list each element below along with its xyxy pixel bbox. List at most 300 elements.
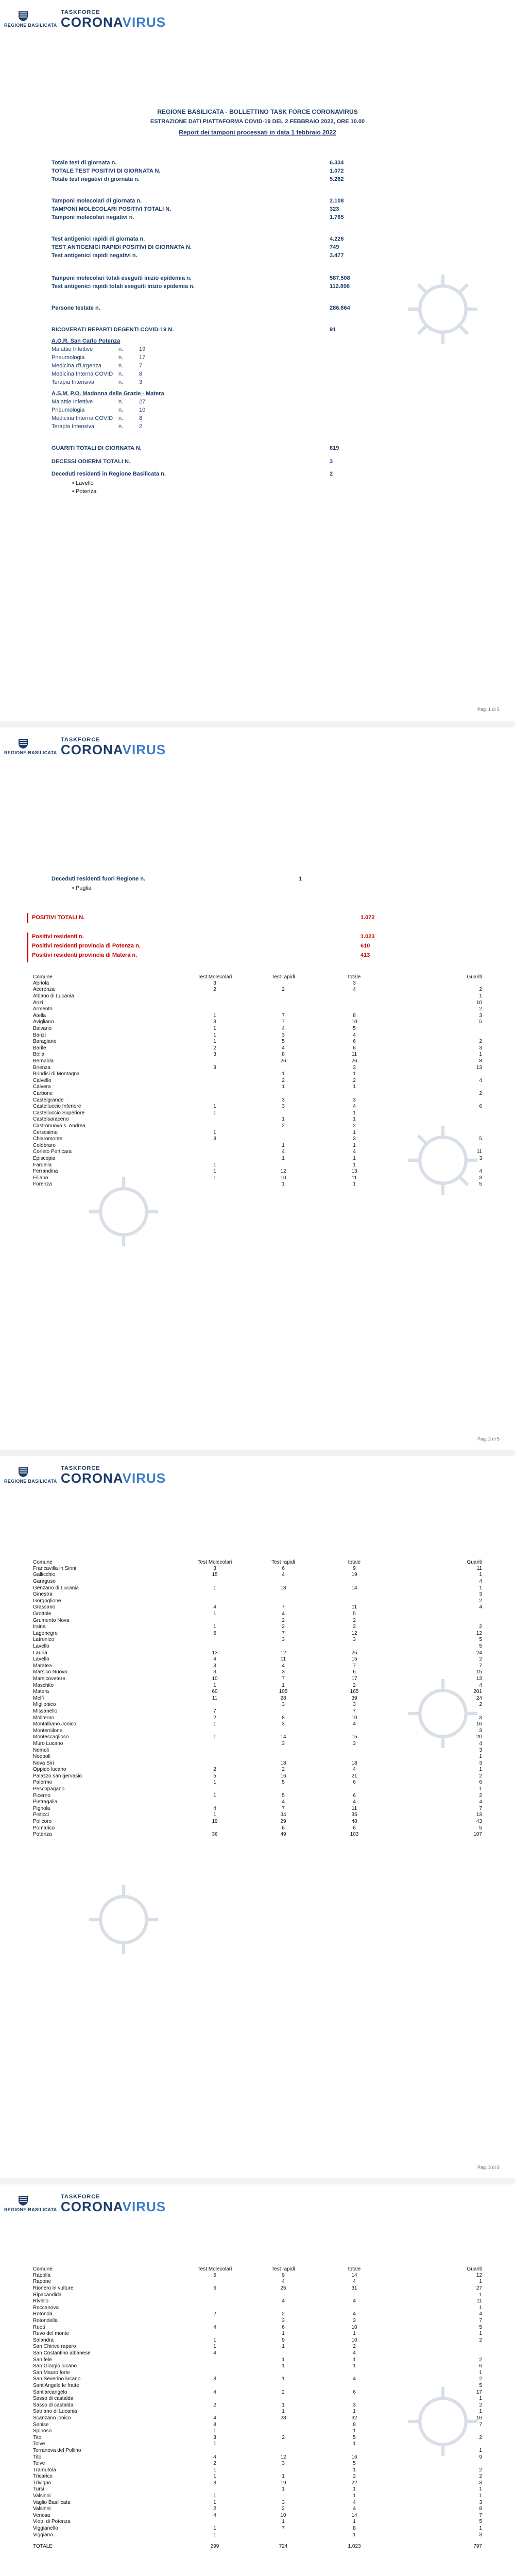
table-row	[31, 2350, 484, 2357]
cell-guariti: 1	[479, 2292, 482, 2298]
cell-rapidi: 4	[282, 1045, 285, 1051]
cell-totale	[316, 1598, 392, 1605]
table-row	[31, 1123, 484, 1130]
cell-molecolari: 4	[213, 2350, 216, 2357]
decessi-reg-value: 2	[330, 471, 333, 477]
table-row	[31, 2331, 484, 2337]
table-row	[31, 1727, 484, 1734]
cell-comune: Scanzano jonico	[33, 2415, 71, 2421]
cell-comune: Spinoso	[33, 2428, 52, 2434]
cell-rapidi: 1	[282, 2486, 285, 2493]
cell-guariti: 17	[476, 2389, 482, 2395]
table-row	[31, 1643, 484, 1650]
cell-rapidi: 8	[282, 1715, 285, 1721]
cell-rapidi: 1	[282, 1084, 285, 1090]
cell-totale: 4	[353, 2311, 356, 2317]
total-totale: 1.023	[348, 2544, 361, 2550]
cell-guariti: 1	[479, 2396, 482, 2402]
cell-totale: 1	[353, 2467, 356, 2473]
table-row	[31, 1579, 484, 1585]
table-row	[31, 1708, 484, 1715]
cell-guariti: 2	[479, 2434, 482, 2441]
cell-molecolari	[179, 2409, 250, 2415]
cell-rapidi: 2	[282, 1123, 285, 1129]
cell-molecolari: 2	[213, 2402, 216, 2408]
cell-comune: Montalbano Jonico	[33, 1721, 76, 1727]
cell-guariti: 27	[476, 2285, 482, 2292]
region-label: REGIONE BASILICATA	[4, 750, 57, 755]
cell-guariti: 1	[479, 2447, 482, 2453]
table-row	[31, 2389, 484, 2396]
table-header-row	[31, 1559, 484, 1566]
col-molecolari: Test Molecolari	[197, 1559, 232, 1565]
cell-molecolari: 1	[213, 1682, 216, 1688]
table-row	[31, 2448, 484, 2454]
cell-guariti: 2	[479, 1656, 482, 1663]
table-total-row	[31, 2538, 484, 2550]
cell-totale: 6	[353, 1669, 356, 1675]
cell-comune: San Chirico raparo	[33, 2344, 76, 2350]
cell-comune: Nemoli	[33, 1747, 49, 1753]
cell-totale: 3	[353, 1702, 356, 1708]
cell-molecolari	[179, 1181, 250, 1188]
cell-totale: 21	[351, 1773, 357, 1779]
table-row	[31, 1181, 484, 1188]
cell-molecolari	[179, 1598, 250, 1605]
page-4	[0, 2184, 515, 2576]
table-row	[31, 980, 484, 987]
cell-molecolari	[179, 1097, 250, 1104]
cell-guariti: 5	[479, 1181, 482, 1188]
asm-1-label: Pneumologia	[52, 407, 85, 413]
cell-totale: 1	[353, 2441, 356, 2447]
cell-totale: 6	[353, 1045, 356, 1051]
cell-guariti: 4	[479, 1682, 482, 1688]
cell-rapidi	[250, 1786, 316, 1793]
cell-molecolari	[179, 2448, 250, 2454]
cell-comune: Valsinni	[33, 2493, 51, 2499]
cell-rapidi: 9	[282, 2337, 285, 2343]
report-title: Report dei tamponi processati in data 1 febbraio 2022	[179, 129, 336, 136]
cell-totale: 3	[353, 2318, 356, 2324]
table-row	[31, 1631, 484, 1637]
cell-rapidi: 16	[280, 1773, 286, 1779]
cell-molecolari: 1	[213, 2473, 216, 2480]
cell-totale: 1	[353, 1181, 356, 1188]
cell-rapidi: 1	[282, 1155, 285, 1161]
cell-molecolari: 3	[213, 1052, 216, 1058]
header-logo	[4, 737, 166, 764]
guariti-label: GUARITI TOTALI DI GIORNATA N.	[52, 445, 142, 451]
header-logo	[4, 2194, 166, 2221]
cell-totale: 1	[353, 2428, 356, 2434]
cell-guariti: 2	[479, 1773, 482, 1779]
cell-totale: 5	[353, 1026, 356, 1032]
cell-guariti: 13	[476, 1812, 482, 1818]
table-header-row	[31, 974, 484, 980]
table-row	[31, 1598, 484, 1605]
cell-totale: 6	[353, 1792, 356, 1799]
cell-rapidi: 19	[280, 2480, 286, 2486]
cell-totale: 5	[353, 2461, 356, 2467]
table-row	[31, 1006, 484, 1013]
cell-comune: San Giorgio lucano	[33, 2363, 77, 2369]
cell-comune: Tursi	[33, 2486, 44, 2493]
cell-guariti	[392, 1097, 484, 1104]
table-row	[31, 1695, 484, 1702]
cell-guariti: 6	[479, 2363, 482, 2369]
cell-totale: 4	[353, 1767, 356, 1773]
cell-totale: 11	[351, 1604, 357, 1611]
cell-comune: Miglionico	[33, 1702, 56, 1708]
table-row	[31, 1175, 484, 1181]
cell-guariti	[392, 1110, 484, 1116]
cell-guariti	[392, 2441, 484, 2448]
col-guariti: Guariti	[467, 1559, 482, 1565]
cell-comune: Lavello	[33, 1656, 49, 1663]
g2-value-2: 1.785	[330, 214, 344, 221]
table-row	[31, 1149, 484, 1156]
corona-text: CORONA	[61, 742, 123, 757]
asm-2-label: Medicina Interna COVID	[52, 415, 113, 421]
cell-totale: 4	[353, 1032, 356, 1038]
g1-label-0: Totale test di giornata n.	[52, 160, 117, 166]
cell-totale: 17	[351, 1675, 357, 1682]
cell-rapidi: 6	[282, 1825, 285, 1831]
g4-label-0: Tamponi molecolari totali eseguiti inizio epidemia n.	[52, 275, 192, 281]
cell-guariti: 1	[479, 1585, 482, 1591]
cell-rapidi: 1	[282, 2331, 285, 2337]
cell-rapidi	[250, 2441, 316, 2448]
cell-comune: Forenza	[33, 1181, 52, 1188]
cell-guariti: 12	[476, 1630, 482, 1636]
table-row	[31, 2473, 484, 2480]
cell-guariti: 11	[476, 1149, 482, 1155]
cell-comune: Ruvo del monte	[33, 2331, 70, 2337]
g2-label-0: Tamponi molecolari di giornata n.	[52, 198, 142, 204]
table-row	[31, 2292, 484, 2298]
cell-totale: 25	[351, 1650, 357, 1656]
cell-guariti: 7	[479, 2318, 482, 2324]
cell-totale: 18	[351, 1760, 357, 1766]
cell-rapidi: 14	[280, 1734, 286, 1740]
asm-1-value: 10	[139, 407, 146, 413]
cell-guariti: 9	[479, 2454, 482, 2460]
cell-molecolari	[179, 1123, 250, 1130]
cell-molecolari: 19	[212, 1819, 218, 1825]
cell-rapidi	[250, 1006, 316, 1013]
cell-rapidi: 7	[282, 2526, 285, 2532]
cell-comune: Pietragalla	[33, 1799, 58, 1805]
col-rapidi: Test rapidi	[271, 2266, 295, 2272]
cell-comune: Castelgrande	[33, 1097, 64, 1103]
cell-comune: Venosa	[33, 2512, 50, 2518]
cell-totale: 4	[353, 2506, 356, 2512]
cell-comune: Tramutola	[33, 2467, 56, 2473]
cell-rapidi: 49	[280, 1832, 286, 1838]
cell-guariti: 4	[479, 1168, 482, 1175]
cell-comune: Lagonegro	[33, 1630, 58, 1636]
table-row	[31, 1045, 484, 1052]
cell-molecolari: 2	[213, 2311, 216, 2317]
cell-comune: Valsinni	[33, 2506, 51, 2512]
cell-guariti: 3	[479, 2480, 482, 2486]
table-row	[31, 993, 484, 1000]
cell-molecolari	[179, 2331, 250, 2337]
fuori-bullet-0: • Puglia	[72, 885, 92, 891]
cell-rapidi	[250, 1091, 316, 1097]
cell-totale: 8	[353, 2421, 356, 2428]
table-row	[31, 1168, 484, 1175]
cell-guariti: 2	[479, 2357, 482, 2363]
header-logo	[4, 1465, 166, 1492]
g4-label-1: Test antigenici rapidi totali eseguiti inizio epidemia n.	[52, 283, 195, 290]
table-row	[31, 2376, 484, 2383]
cell-guariti: 2	[479, 1598, 482, 1604]
cell-comune: Matera	[33, 1689, 49, 1695]
cell-guariti: 2	[479, 2376, 482, 2382]
page-2	[0, 727, 515, 1450]
cell-comune: Chiaromonte	[33, 1136, 63, 1142]
cell-totale: 3	[353, 980, 356, 986]
cell-guariti: 1	[479, 2331, 482, 2337]
pos-value-1: 1.023	[360, 934, 375, 940]
cell-comune: Tito	[33, 2454, 42, 2460]
cell-molecolari: 60	[212, 1689, 218, 1695]
table-row	[31, 2357, 484, 2363]
cell-comune: Atella	[33, 1012, 46, 1019]
comuni-table-1	[31, 974, 484, 1188]
cell-totale: 10	[351, 1019, 357, 1025]
cell-totale: 8	[353, 1012, 356, 1019]
cell-rapidi: 28	[280, 2415, 286, 2421]
cell-comune: Missanello	[33, 1708, 58, 1714]
cell-totale: 1	[353, 2486, 356, 2493]
cell-rapidi	[250, 1136, 316, 1143]
cell-rapidi: 6	[282, 2324, 285, 2330]
cell-rapidi	[250, 2493, 316, 2500]
cell-comune: Rotondella	[33, 2318, 58, 2324]
table-row	[31, 2370, 484, 2377]
taskforce-label: TASKFORCE	[61, 737, 100, 743]
coronavirus-label	[61, 14, 166, 30]
cell-molecolari	[179, 1149, 250, 1156]
corona-text: CORONA	[61, 2199, 123, 2214]
cell-molecolari: 15	[212, 1572, 218, 1578]
table-row	[31, 1032, 484, 1039]
cell-totale	[316, 1591, 392, 1598]
cell-rapidi: 2	[282, 987, 285, 993]
cell-rapidi	[250, 2292, 316, 2298]
table-row	[31, 1825, 484, 1832]
cell-rapidi: 1	[282, 1071, 285, 1077]
cell-comune: Viggiano	[33, 2532, 53, 2538]
cell-molecolari	[179, 1643, 250, 1650]
cell-molecolari: 6	[213, 2285, 216, 2292]
cell-totale: 8	[353, 2526, 356, 2532]
cell-comune: Calvera	[33, 1084, 51, 1090]
taskforce-label: TASKFORCE	[61, 9, 100, 15]
cell-totale: 1	[353, 2363, 356, 2369]
cell-rapidi	[250, 1129, 316, 1136]
cell-molecolari: 4	[213, 2324, 216, 2330]
cell-comune: Grumento Nova	[33, 1617, 70, 1623]
table-row	[31, 1650, 484, 1656]
page-number: Pag. 1 di 5	[477, 707, 500, 712]
table-row	[31, 2486, 484, 2493]
region-crest-icon	[18, 1466, 29, 1478]
cell-molecolari	[179, 1142, 250, 1149]
cell-comune: Roccanova	[33, 2304, 59, 2311]
cell-rapidi: 4	[282, 1572, 285, 1578]
total-molecolari: 299	[210, 2544, 219, 2550]
persone-label: Persone testate n.	[52, 305, 100, 311]
cell-molecolari: 3	[213, 1019, 216, 1025]
cell-molecolari: 13	[212, 1650, 218, 1656]
cell-rapidi: 4	[282, 1149, 285, 1155]
cell-totale: 4	[353, 2279, 356, 2285]
virus-text: VIRUS	[122, 742, 166, 757]
cell-comune: Albano di Lucania	[33, 993, 74, 999]
cell-rapidi: 5	[282, 1780, 285, 1786]
g2-value-0: 2.108	[330, 198, 344, 204]
cell-comune: Cersosimo	[33, 1129, 58, 1136]
table-row	[31, 2409, 484, 2415]
cell-rapidi	[250, 2448, 316, 2454]
cell-molecolari: 1	[213, 1168, 216, 1175]
table-row	[31, 1611, 484, 1618]
cell-totale: 3	[353, 2402, 356, 2408]
col-rapidi: Test rapidi	[271, 974, 295, 980]
cell-rapidi: 28	[280, 1695, 286, 1701]
cell-molecolari	[179, 2363, 250, 2370]
cell-molecolari: 1	[213, 1162, 216, 1168]
cell-guariti: 12	[476, 2272, 482, 2278]
table-row	[31, 1767, 484, 1773]
cell-comune: Irsina	[33, 1624, 46, 1630]
col-totale: totale	[348, 974, 361, 980]
cell-comune: Ruoti	[33, 2324, 45, 2330]
page-number: Pag. 2 di 5	[477, 1436, 500, 1442]
cell-totale	[316, 2383, 392, 2389]
table-row	[31, 1689, 484, 1696]
cell-comune: San Mauro forte	[33, 2369, 70, 2376]
cell-comune: Sant'Angelo le fratte	[33, 2382, 79, 2388]
cell-rapidi: 3	[282, 1702, 285, 1708]
cell-guariti: 3	[479, 1175, 482, 1181]
table-row	[31, 2513, 484, 2519]
cell-guariti: 6	[479, 1104, 482, 1110]
decessi-bullet-1: • Potenza	[72, 488, 97, 495]
table-row	[31, 1734, 484, 1741]
cell-comune: Armento	[33, 1006, 53, 1012]
table-row	[31, 1702, 484, 1708]
cell-comune: Noepoli	[33, 1754, 50, 1760]
asm-1-n: n.	[118, 407, 124, 413]
cell-rapidi: 1	[282, 2409, 285, 2415]
cell-guariti: 5	[479, 2324, 482, 2330]
cell-guariti: 16	[476, 1721, 482, 1727]
cell-comune: Carbone	[33, 1090, 53, 1096]
cell-rapidi: 3	[282, 2499, 285, 2505]
cell-molecolari: 4	[213, 2512, 216, 2518]
cell-molecolari: 36	[212, 1832, 218, 1838]
cell-molecolari: 10	[212, 1675, 218, 1682]
cell-totale: 7	[353, 1708, 356, 1714]
table-row	[31, 2493, 484, 2500]
cell-totale: 4	[353, 2350, 356, 2357]
virus-text: VIRUS	[122, 14, 166, 30]
cell-comune: Oppido lucano	[33, 1767, 66, 1773]
cell-guariti: 7	[479, 2421, 482, 2428]
cell-rapidi	[250, 1727, 316, 1734]
cell-rapidi: 5	[282, 1792, 285, 1799]
cell-molecolari: 3	[213, 2434, 216, 2441]
cell-guariti: 13	[476, 1675, 482, 1682]
table-row	[31, 1760, 484, 1767]
cell-totale: 14	[351, 2272, 357, 2278]
table-row	[31, 2532, 484, 2538]
table-row	[31, 2383, 484, 2389]
cell-guariti: 2	[479, 1006, 482, 1012]
cell-rapidi: 1	[282, 2519, 285, 2525]
cell-guariti: 4	[479, 1604, 482, 1611]
positivi-red-bar	[27, 933, 28, 962]
cell-guariti: 201	[473, 1689, 482, 1695]
table-row	[31, 1773, 484, 1780]
cell-guariti	[392, 1116, 484, 1123]
cell-totale: 14	[351, 1585, 357, 1591]
aor-3-label: Medicina Interna COVID	[52, 371, 113, 377]
cell-totale: 1	[353, 1142, 356, 1148]
cell-totale: 4	[353, 2376, 356, 2382]
cell-comune: Sasso di castalda	[33, 2396, 74, 2402]
table-row	[31, 2318, 484, 2325]
table-row	[31, 1780, 484, 1786]
cell-totale: 2	[353, 2344, 356, 2350]
cell-totale: 4	[353, 2499, 356, 2505]
cell-comune: Potenza	[33, 1832, 52, 1838]
g3-label-2: Test antigenici rapidi negativi n.	[52, 252, 138, 259]
cell-guariti	[392, 1071, 484, 1078]
cell-guariti: 3	[479, 1045, 482, 1051]
cell-molecolari	[179, 1006, 250, 1013]
cell-guariti: 13	[476, 1064, 482, 1071]
cell-totale: 7	[353, 1663, 356, 1669]
cell-molecolari: 1	[213, 1734, 216, 1740]
cell-rapidi: 1	[282, 1116, 285, 1123]
asm-3-label: Terapia Intensiva	[52, 423, 95, 430]
table-row	[31, 2415, 484, 2422]
cell-molecolari	[179, 2357, 250, 2363]
cell-comune: Castelsaraceno	[33, 1116, 69, 1123]
table-row	[31, 1091, 484, 1097]
cell-comune: Muro Lucano	[33, 1740, 63, 1747]
cell-molecolari	[179, 2486, 250, 2493]
g2-value-1: 323	[330, 206, 339, 212]
corona-text: CORONA	[61, 14, 123, 30]
decessi-reg-label: Deceduti residenti in Regione Basilicata n.	[52, 471, 166, 477]
cell-guariti: 4	[479, 1077, 482, 1083]
cell-rapidi: 4	[282, 1663, 285, 1669]
cell-totale: 26	[351, 1058, 357, 1064]
col-comune: Comune	[33, 1559, 53, 1565]
table-row	[31, 1741, 484, 1748]
table-row	[31, 1676, 484, 1683]
cell-totale	[316, 2396, 392, 2402]
cell-guariti: 1	[479, 2369, 482, 2376]
table-row	[31, 1754, 484, 1760]
